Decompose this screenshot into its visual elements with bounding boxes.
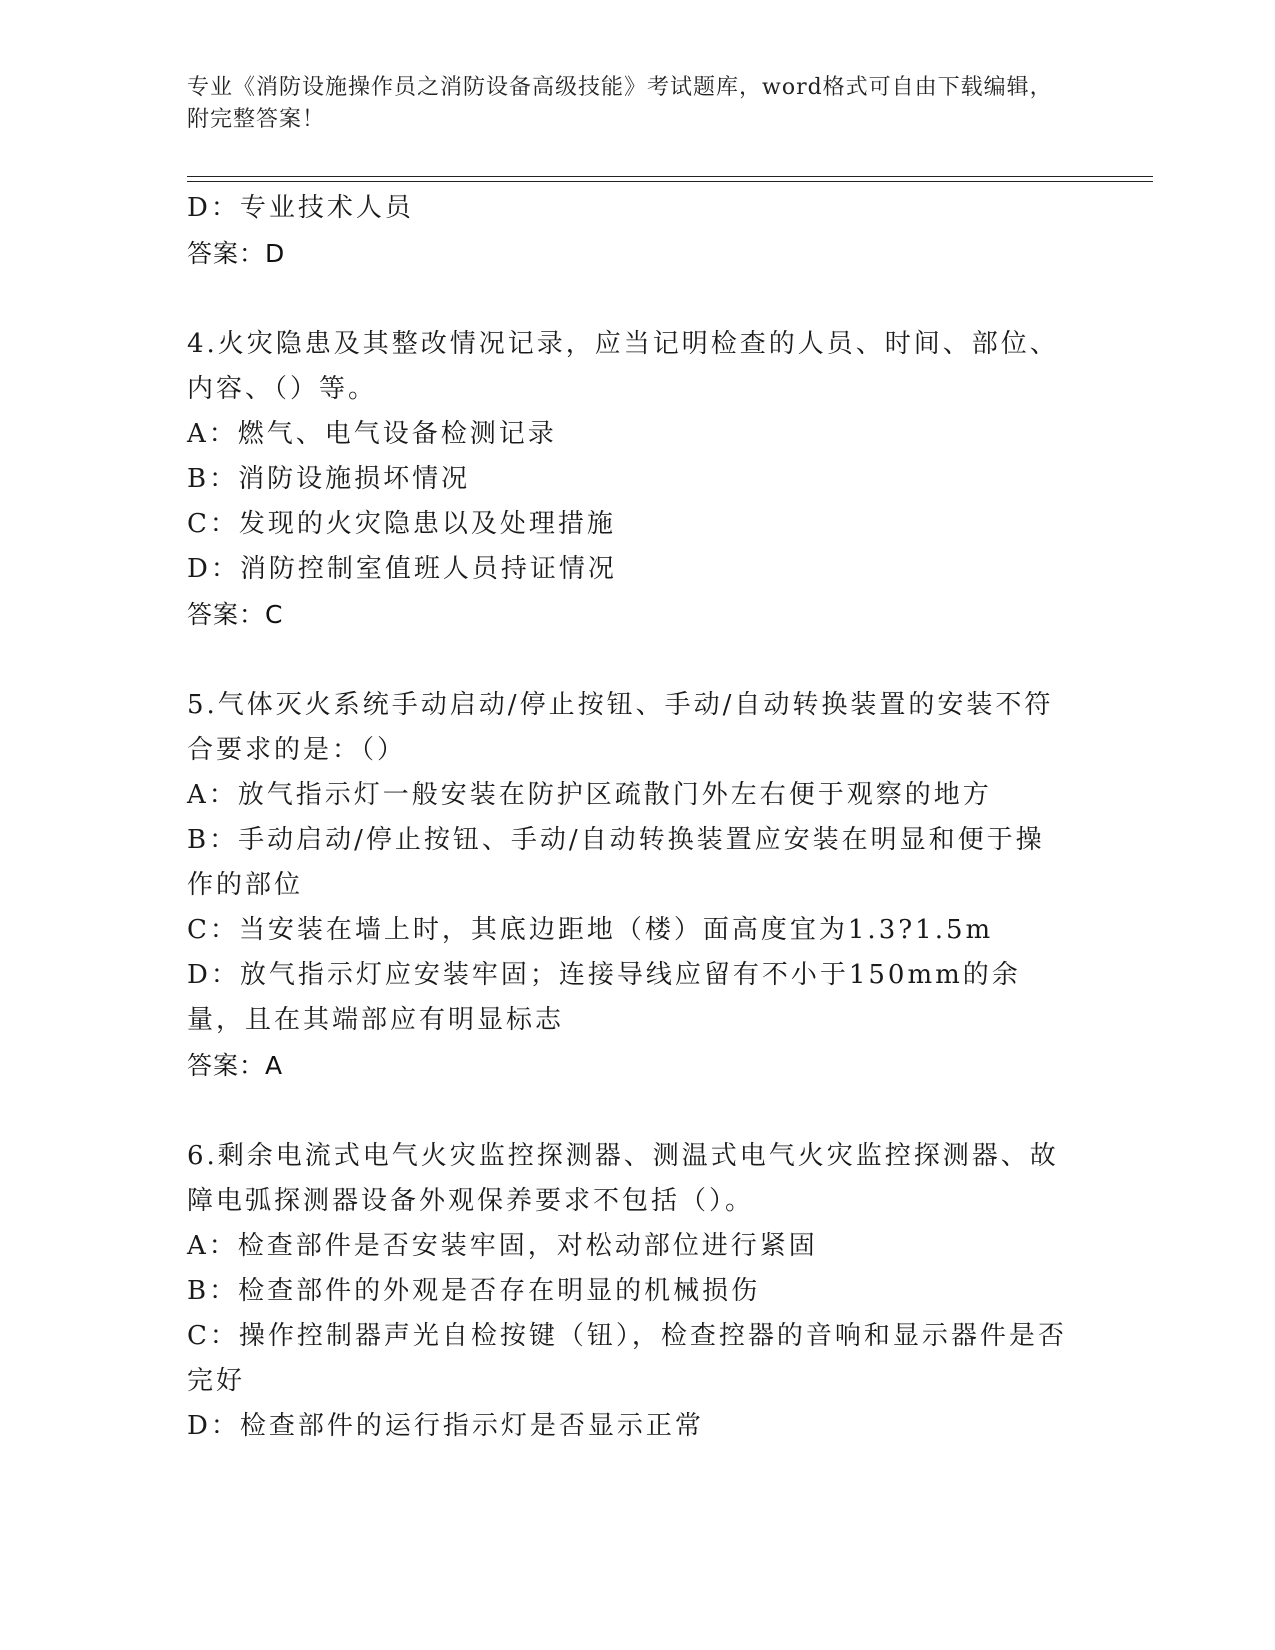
option-b: B：手动启动/停止按钮、手动/自动转换装置应安装在明显和便于操作的部位 [187,825,1045,900]
question-5 [187,683,1087,1088]
answer-line: 答案：C [187,600,284,629]
option-b: B：消防设施损坏情况 [187,464,471,494]
option-c: C：操作控制器声光自检按键（钮），检查控器的音响和显示器件是否完好 [187,1321,1067,1396]
previous-question-tail [187,186,1087,276]
option-d: D：检查部件的运行指示灯是否显示正常 [187,1411,704,1441]
question-stem: 4.火灾隐患及其整改情况记录，应当记明检查的人员、时间、部位、内容、（）等。 [187,329,1059,404]
question-content [187,186,1087,1449]
question-6 [187,1134,1087,1449]
answer-line: 答案：D [187,239,286,268]
header-rule-top [187,176,1153,177]
answer-line: 答案：A [187,1051,284,1080]
question-stem: 5.气体灭火系统手动启动/停止按钮、手动/自动转换装置的安装不符合要求的是：（） [187,690,1054,765]
option-d: D：专业技术人员 [187,193,414,223]
option-c: C：发现的火灾隐患以及处理措施 [187,509,616,539]
option-a: A：放气指示灯一般安装在防护区疏散门外左右便于观察的地方 [187,780,992,810]
option-a: A：检查部件是否安装牢固，对松动部位进行紧固 [187,1231,818,1261]
option-d: D：放气指示灯应安装牢固；连接导线应留有不小于150mm的余量，且在其端部应有明显标志 [187,960,1021,1035]
option-d: D：消防控制室值班人员持证情况 [187,554,617,584]
header-rule-bottom [187,181,1153,182]
option-c: C：当安装在墙上时，其底边距地（楼）面高度宜为1.3?1.5m [187,915,994,945]
document-header: 专业《消防设施操作员之消防设备高级技能》考试题库，word格式可自由下载编辑，附完整答案！ [187,75,1053,132]
question-stem: 6.剩余电流式电气火灾监控探测器、测温式电气火灾监控探测器、故障电弧探测器设备外观保养要求不包括（）。 [187,1141,1059,1216]
option-a: A：燃气、电气设备检测记录 [187,419,557,449]
question-4 [187,322,1087,637]
option-b: B：检查部件的外观是否存在明显的机械损伤 [187,1276,761,1306]
